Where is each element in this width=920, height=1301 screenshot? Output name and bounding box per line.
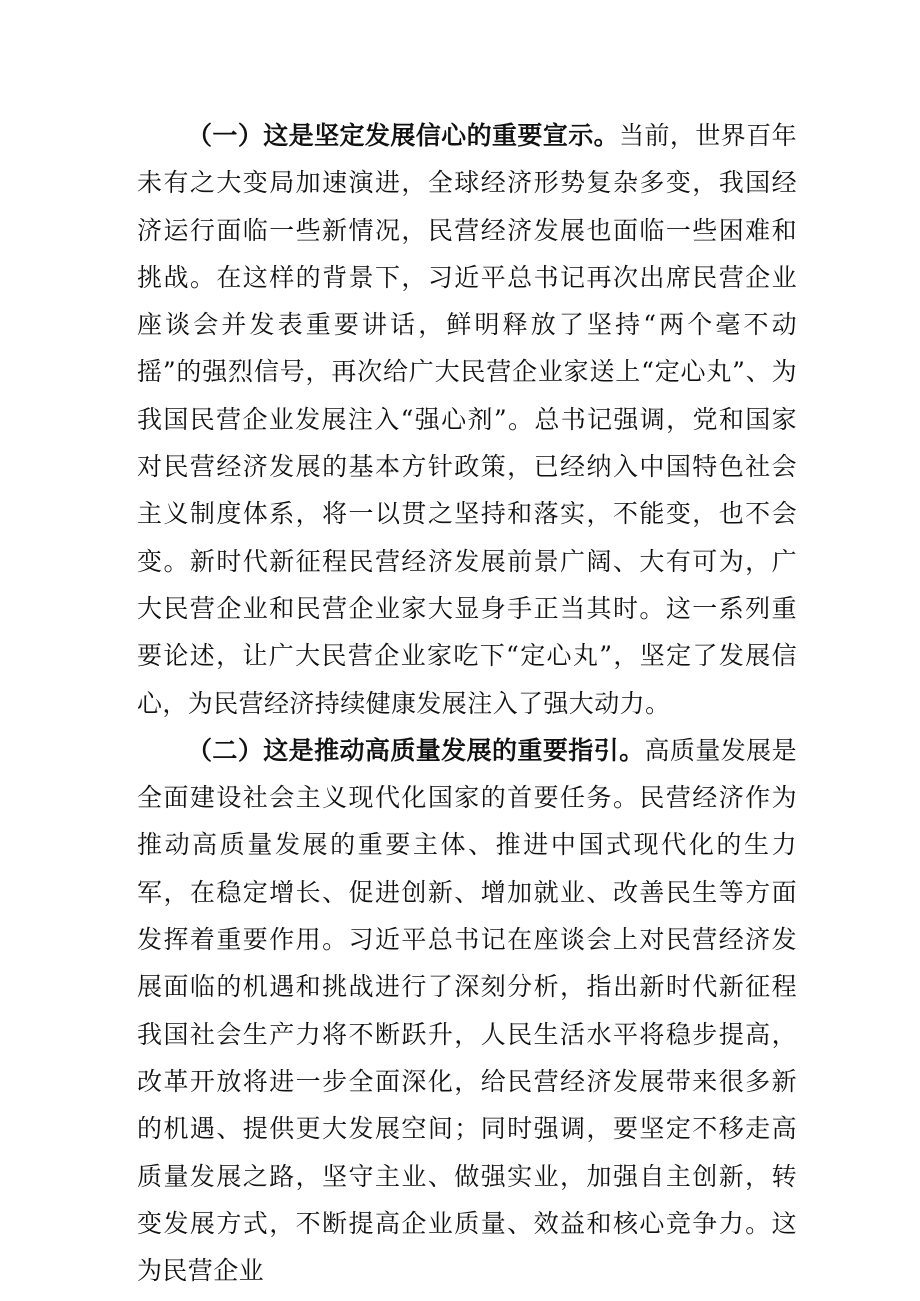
paragraph-2 — [137, 727, 797, 1295]
paragraph-1 — [137, 112, 797, 727]
paragraph-1-body: 当前，世界百年未有之大变局加速演进，全球经济形势复杂多变，我国经济运行面临一些新情况，民营经济发展也面临一些困难和挑战。在这样的背景下，习近平总书记再次出席民营企业座谈会并发表重要讲话，鲜明释放了坚持“两个毫不动摇”的强烈信号，再次给广大民营企业家送上“定心丸”、为我国民营企业发展注入“强心剂”。总书记强调，党和国家对民营经济发展的基本方针政策，已经纳入中国特色社会主义制度体系，将一以贯之坚持和落实，不能变，也不会变。新时代新征程民营经济发展前景广阔、大有可为，广大民营企业和民营企业家大显身手正当其时。这一系列重要论述，让广大民营企业家吃下“定心丸”，坚定了发展信心，为民营经济持续健康发展注入了强大动力。 — [137, 121, 797, 718]
paragraph-2-body: 高质量发展是全面建设社会主义现代化国家的首要任务。民营经济作为推动高质量发展的重要主体、推进中国式现代化的生力军，在稳定增长、促进创新、增加就业、改善民生等方面发挥着重要作用。习近平总书记在座谈会上对民营经济发展面临的机遇和挑战进行了深刻分析，指出新时代新征程我国社会生产力将不断跃升，人民生活水平将稳步提高，改革开放将进一步全面深化，给民营经济发展带来很多新的机遇、提供更大发展空间；同时强调，要坚定不移走高质量发展之路，坚守主业、做强实业，加强自主创新，转变发展方式，不断提高企业质量、效益和核心竞争力。这为民营企业 — [137, 735, 798, 1286]
paragraph-2-heading: （二）这是推动高质量发展的重要指引。 — [187, 735, 645, 765]
document-body — [137, 112, 797, 1294]
paragraph-1-heading: （一）这是坚定发展信心的重要宣示。 — [187, 121, 620, 150]
